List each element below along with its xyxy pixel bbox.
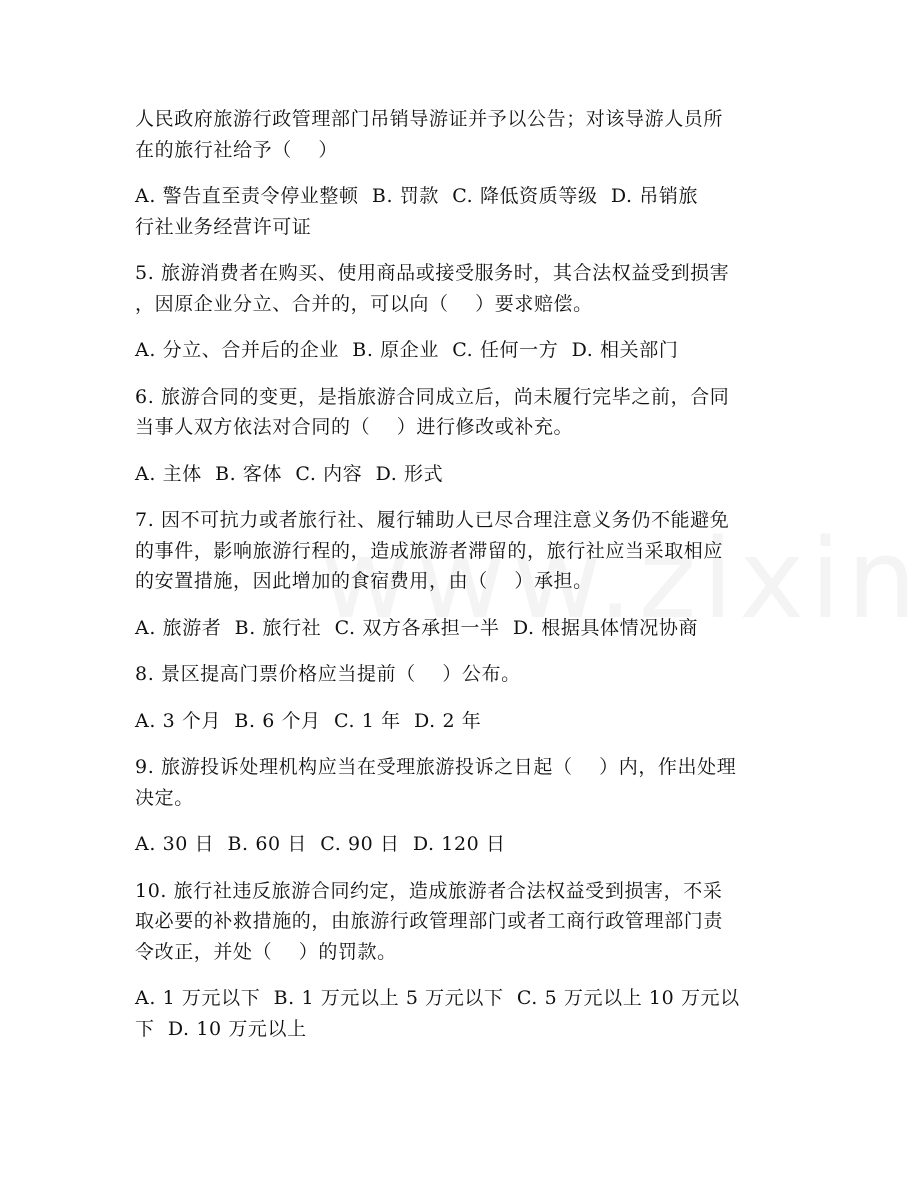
text-line: A. 30 日 B. 60 日 C. 90 日 D. 120 日 xyxy=(135,833,506,855)
text-line: 令改正，并处（ ）的罚款。 xyxy=(135,940,397,963)
text-line: 5. 旅游消费者在购买、使用商品或接受服务时，其合法权益受到损害 xyxy=(135,262,730,284)
question-paragraph xyxy=(135,382,785,443)
text-line: A. 1 万元以下 B. 1 万元以上 5 万元以下 C. 5 万元以上 10 万元以 xyxy=(135,987,740,1009)
text-line: 6. 旅游合同的变更，是指旅游合同成立后，尚未履行完毕之前，合同 xyxy=(135,385,730,408)
question-paragraph xyxy=(135,983,785,1044)
text-line: 取必要的补救措施的，由旅游行政管理部门或者工商行政管理部门责 xyxy=(135,910,724,932)
question-paragraph xyxy=(135,876,785,968)
question-paragraph xyxy=(135,752,785,813)
text-line: A. 3 个月 B. 6 个月 C. 1 年 D. 2 年 xyxy=(135,709,482,732)
text-line: A. 主体 B. 客体 C. 内容 D. 形式 xyxy=(135,462,444,485)
text-line: 下 D. 10 万元以上 xyxy=(135,1017,307,1040)
document-page xyxy=(135,104,785,1060)
question-paragraph xyxy=(135,659,785,690)
text-line: A. 旅游者 B. 旅行社 C. 双方各承担一半 D. 根据具体情况协商 xyxy=(135,616,699,639)
text-line: 行社业务经营许可证 xyxy=(135,215,312,238)
text-line: 10. 旅行社违反旅游合同约定，造成旅游者合法权益受到损害，不采 xyxy=(135,879,723,902)
question-paragraph xyxy=(135,335,785,366)
question-paragraph xyxy=(135,104,785,165)
text-line: A. 分立、合并后的企业 B. 原企业 C. 任何一方 D. 相关部门 xyxy=(135,339,679,361)
question-paragraph xyxy=(135,459,785,490)
question-paragraph xyxy=(135,613,785,644)
text-line: 7. 因不可抗力或者旅行社、履行辅助人已尽合理注意义务仍不能避免 xyxy=(135,509,730,531)
text-line: 的安置措施，因此增加的食宿费用，由（ ）承担。 xyxy=(135,570,593,592)
question-paragraph xyxy=(135,505,785,597)
text-line: 的事件，影响旅游行程的，造成旅游者滞留的，旅行社应当采取相应 xyxy=(135,539,724,562)
text-line: A. 警告直至责令停业整顿 B. 罚款 C. 降低资质等级 D. 吊销旅 xyxy=(135,185,699,207)
question-paragraph xyxy=(135,706,785,737)
text-line: 9. 旅游投诉处理机构应当在受理旅游投诉之日起（ ）内，作出处理 xyxy=(135,756,737,778)
text-line: 当事人双方依法对合同的（ ）进行修改或补充。 xyxy=(135,416,574,438)
text-line: 人民政府旅游行政管理部门吊销导游证并予以公告；对该导游人员所 xyxy=(135,108,724,130)
question-paragraph xyxy=(135,829,785,860)
question-paragraph xyxy=(135,181,785,242)
text-line: 决定。 xyxy=(135,786,194,809)
text-line: 在的旅行社给予（ ） xyxy=(135,138,338,161)
text-line: 8. 景区提高门票价格应当提前（ ）公布。 xyxy=(135,663,521,685)
question-paragraph xyxy=(135,258,785,319)
text-line: ，因原企业分立、合并的，可以向（ ）要求赔偿。 xyxy=(135,292,593,315)
